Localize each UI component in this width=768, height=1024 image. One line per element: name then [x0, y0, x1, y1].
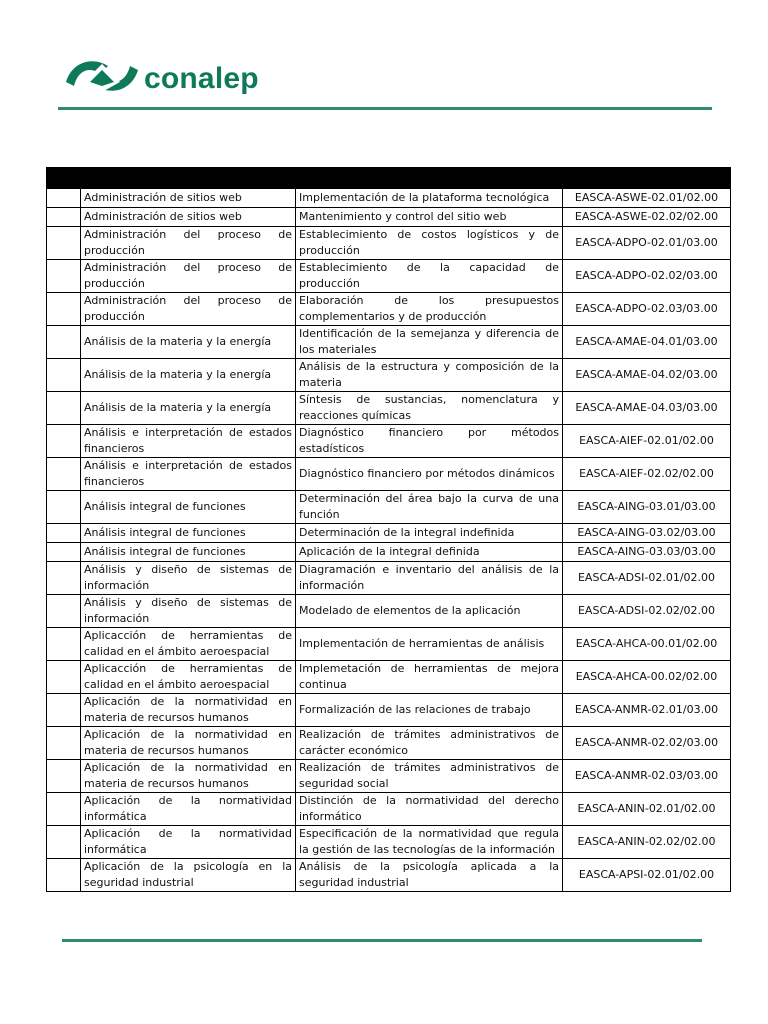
- module-cell: Análisis de la materia y la energía: [81, 359, 296, 392]
- table-row: [47, 293, 731, 326]
- code-cell: EASCA-ANMR-02.02/03.00: [563, 727, 731, 760]
- row-index-cell: [47, 661, 81, 694]
- table-row: [47, 793, 731, 826]
- code-cell: EASCA-AMAE-04.03/03.00: [563, 392, 731, 425]
- row-index-cell: [47, 326, 81, 359]
- topic-cell: Análisis de la psicología aplicada a la seguridad industrial: [296, 859, 563, 892]
- module-cell: Análisis integral de funciones: [81, 524, 296, 543]
- row-index-cell: [47, 727, 81, 760]
- module-cell: Administración del proceso de producción: [81, 260, 296, 293]
- table-row: [47, 227, 731, 260]
- module-cell: Aplicacción de herramientas de calidad en el ámbito aeroespacial: [81, 628, 296, 661]
- code-cell: EASCA-ANIN-02.01/02.00: [563, 793, 731, 826]
- topic-cell: Distinción de la normatividad del derecho informático: [296, 793, 563, 826]
- row-index-cell: [47, 260, 81, 293]
- course-catalog-table: [46, 167, 731, 892]
- module-cell: Aplicación de la normatividad en materia de recursos humanos: [81, 694, 296, 727]
- topic-cell: Realización de trámites administrativos de carácter económico: [296, 727, 563, 760]
- table-row: [47, 543, 731, 562]
- code-cell: EASCA-AING-03.01/03.00: [563, 491, 731, 524]
- module-cell: Administración de sitios web: [81, 189, 296, 208]
- brand-name: conalep: [144, 62, 259, 95]
- topic-cell: Determinación de la integral indefinida: [296, 524, 563, 543]
- module-cell: Aplicación de la psicología en la seguridad industrial: [81, 859, 296, 892]
- code-cell: EASCA-ADPO-02.03/03.00: [563, 293, 731, 326]
- code-cell: EASCA-ANIN-02.02/02.00: [563, 826, 731, 859]
- topic-cell: Diagnóstico financiero por métodos dinámicos: [296, 458, 563, 491]
- row-index-cell: [47, 595, 81, 628]
- row-index-cell: [47, 524, 81, 543]
- row-index-cell: [47, 562, 81, 595]
- table-row: [47, 359, 731, 392]
- module-cell: Administración del proceso de producción: [81, 227, 296, 260]
- table-row: [47, 425, 731, 458]
- module-cell: Aplicación de la normatividad en materia de recursos humanos: [81, 727, 296, 760]
- table-row: [47, 694, 731, 727]
- table-row: [47, 208, 731, 227]
- topic-cell: Identificación de la semejanza y diferencia de los materiales: [296, 326, 563, 359]
- row-index-cell: [47, 293, 81, 326]
- code-cell: EASCA-AHCA-00.01/02.00: [563, 628, 731, 661]
- row-index-cell: [47, 543, 81, 562]
- conalep-emblem-icon: [62, 52, 142, 100]
- row-index-cell: [47, 208, 81, 227]
- code-cell: EASCA-AING-03.03/03.00: [563, 543, 731, 562]
- row-index-cell: [47, 392, 81, 425]
- row-index-cell: [47, 694, 81, 727]
- code-cell: EASCA-AHCA-00.02/02.00: [563, 661, 731, 694]
- code-cell: EASCA-AIEF-02.02/02.00: [563, 458, 731, 491]
- table-row: [47, 628, 731, 661]
- topic-cell: Diagramación e inventario del análisis de la información: [296, 562, 563, 595]
- table-row: [47, 260, 731, 293]
- topic-cell: Realización de trámites administrativos de seguridad social: [296, 760, 563, 793]
- row-index-cell: [47, 859, 81, 892]
- table-row: [47, 661, 731, 694]
- topic-cell: Determinación del área bajo la curva de una función: [296, 491, 563, 524]
- row-index-cell: [47, 491, 81, 524]
- topic-cell: Implemetación de herramientas de mejora continua: [296, 661, 563, 694]
- table-row: [47, 727, 731, 760]
- code-cell: EASCA-ADSI-02.02/02.00: [563, 595, 731, 628]
- row-index-cell: [47, 189, 81, 208]
- row-index-cell: [47, 458, 81, 491]
- table-row: [47, 392, 731, 425]
- code-cell: EASCA-ASWE-02.01/02.00: [563, 189, 731, 208]
- row-index-cell: [47, 227, 81, 260]
- row-index-cell: [47, 425, 81, 458]
- module-cell: Análisis integral de funciones: [81, 543, 296, 562]
- table-row: [47, 491, 731, 524]
- module-cell: Análisis e interpretación de estados financieros: [81, 425, 296, 458]
- module-cell: Análisis de la materia y la energía: [81, 392, 296, 425]
- code-cell: EASCA-AIEF-02.01/02.00: [563, 425, 731, 458]
- module-cell: Administración de sitios web: [81, 208, 296, 227]
- code-cell: EASCA-AING-03.02/03.00: [563, 524, 731, 543]
- table-row: [47, 562, 731, 595]
- topic-cell: Diagnóstico financiero por métodos estadísticos: [296, 425, 563, 458]
- code-cell: EASCA-AMAE-04.01/03.00: [563, 326, 731, 359]
- topic-cell: Modelado de elementos de la aplicación: [296, 595, 563, 628]
- topic-cell: Análisis de la estructura y composición de la materia: [296, 359, 563, 392]
- topic-cell: Aplicación de la integral definida: [296, 543, 563, 562]
- row-index-cell: [47, 359, 81, 392]
- code-cell: EASCA-APSI-02.01/02.00: [563, 859, 731, 892]
- header-divider: [58, 107, 712, 110]
- module-cell: Análisis integral de funciones: [81, 491, 296, 524]
- topic-cell: Establecimiento de costos logísticos y de producción: [296, 227, 563, 260]
- topic-cell: Implementación de la plataforma tecnológica: [296, 189, 563, 208]
- code-cell: EASCA-ADPO-02.02/03.00: [563, 260, 731, 293]
- module-cell: Análisis e interpretación de estados financieros: [81, 458, 296, 491]
- code-cell: EASCA-ASWE-02.02/02.00: [563, 208, 731, 227]
- footer-divider: [62, 939, 702, 942]
- row-index-cell: [47, 628, 81, 661]
- code-cell: EASCA-ANMR-02.01/03.00: [563, 694, 731, 727]
- topic-cell: Formalización de las relaciones de trabajo: [296, 694, 563, 727]
- code-cell: EASCA-AMAE-04.02/03.00: [563, 359, 731, 392]
- code-cell: EASCA-ANMR-02.03/03.00: [563, 760, 731, 793]
- row-index-cell: [47, 793, 81, 826]
- table-row: [47, 524, 731, 543]
- conalep-logo: [62, 52, 282, 104]
- module-cell: Análisis y diseño de sistemas de información: [81, 595, 296, 628]
- table-row: [47, 859, 731, 892]
- topic-cell: Síntesis de sustancias, nomenclatura y reacciones químicas: [296, 392, 563, 425]
- table-row: [47, 595, 731, 628]
- module-cell: Aplicacción de herramientas de calidad en el ámbito aeroespacial: [81, 661, 296, 694]
- module-cell: Aplicación de la normatividad en materia de recursos humanos: [81, 760, 296, 793]
- table-row: [47, 189, 731, 208]
- table-header-bar: [47, 168, 731, 189]
- topic-cell: Establecimiento de la capacidad de producción: [296, 260, 563, 293]
- row-index-cell: [47, 826, 81, 859]
- topic-cell: Elaboración de los presupuestos complementarios y de producción: [296, 293, 563, 326]
- module-cell: Aplicación de la normatividad informática: [81, 826, 296, 859]
- code-cell: EASCA-ADPO-02.01/03.00: [563, 227, 731, 260]
- module-cell: Administración del proceso de producción: [81, 293, 296, 326]
- topic-cell: Mantenimiento y control del sitio web: [296, 208, 563, 227]
- module-cell: Análisis y diseño de sistemas de información: [81, 562, 296, 595]
- code-cell: EASCA-ADSI-02.01/02.00: [563, 562, 731, 595]
- table-row: [47, 826, 731, 859]
- topic-cell: Implementación de herramientas de análisis: [296, 628, 563, 661]
- module-cell: Análisis de la materia y la energía: [81, 326, 296, 359]
- table-row: [47, 326, 731, 359]
- topic-cell: Especificación de la normatividad que regula la gestión de las tecnologías de la información: [296, 826, 563, 859]
- table-row: [47, 458, 731, 491]
- module-cell: Aplicación de la normatividad informática: [81, 793, 296, 826]
- row-index-cell: [47, 760, 81, 793]
- table-row: [47, 760, 731, 793]
